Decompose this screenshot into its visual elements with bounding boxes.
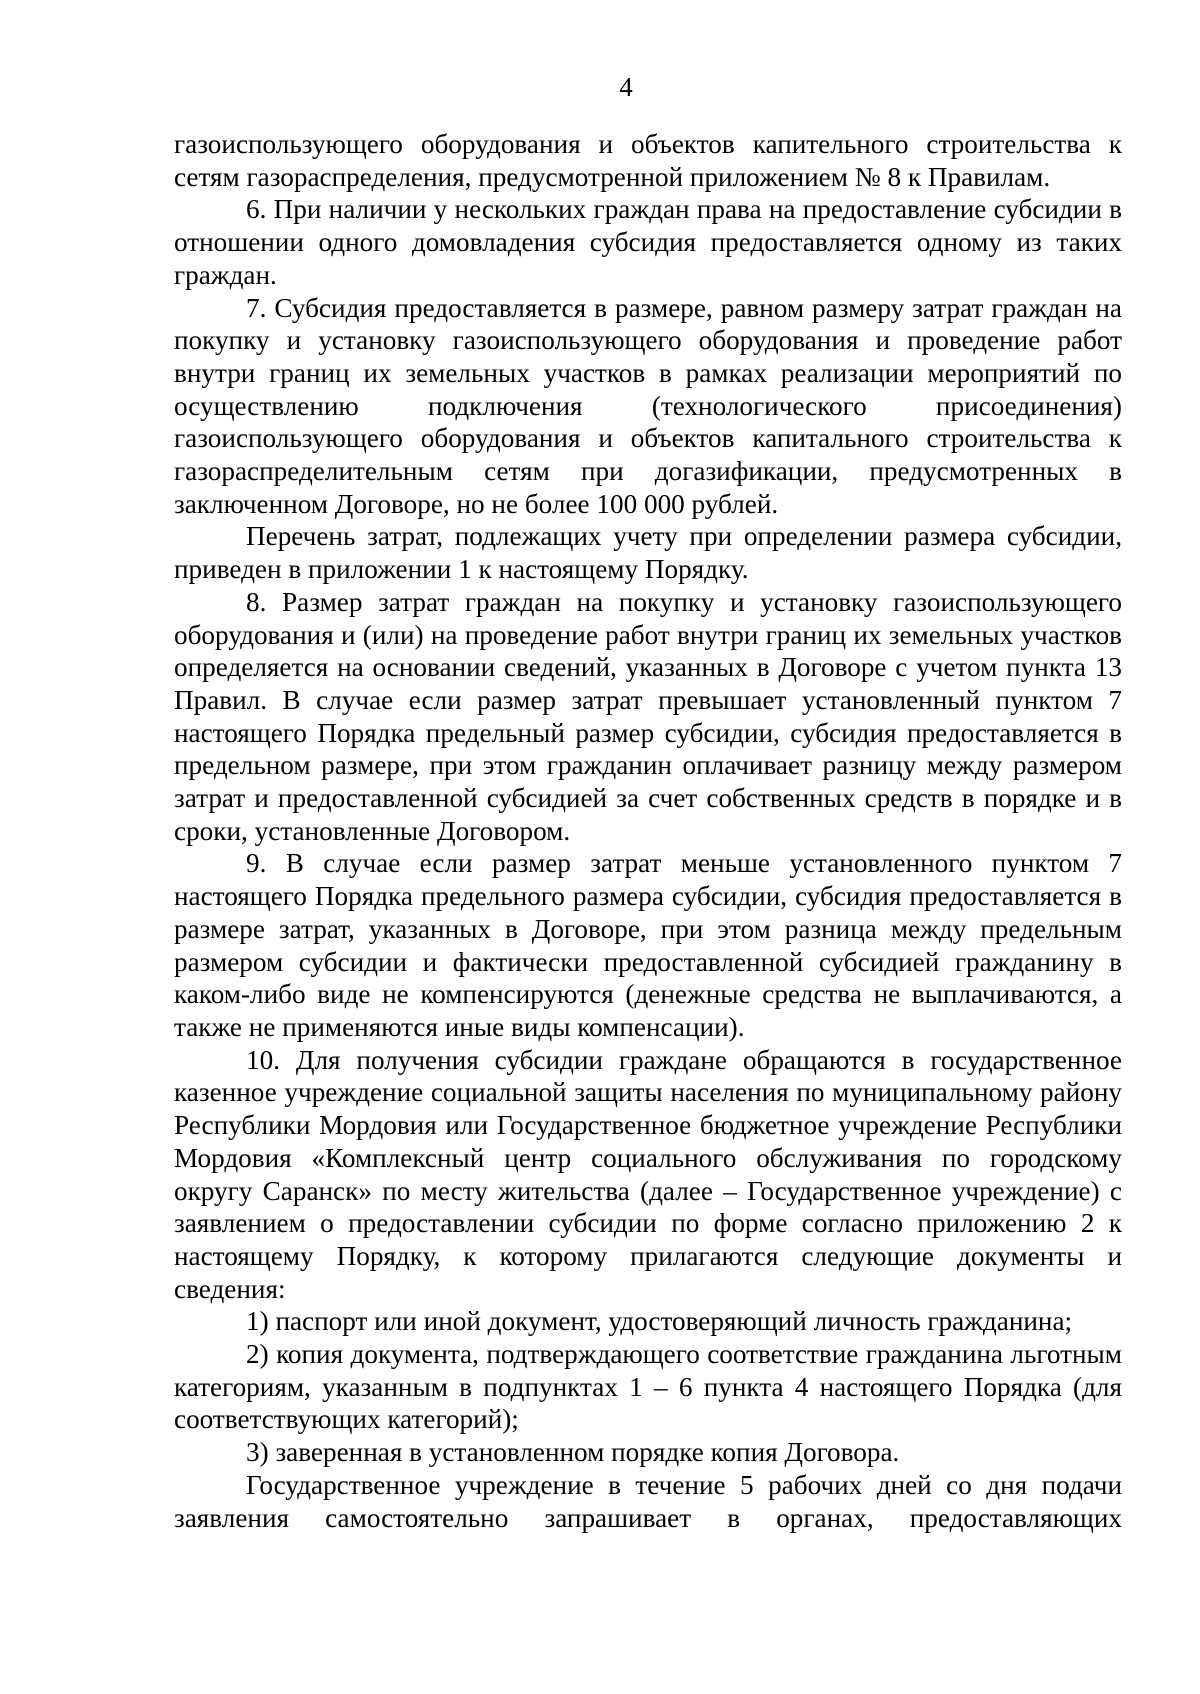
paragraph-continuation: газоиспользующего оборудования и объектов капительного строительства к сетям газораспределения, предусмотренной приложением № 8 к Правилам.: [174, 129, 1122, 192]
list-item-3: 3) заверенная в установленном порядке копия Договора.: [246, 1437, 900, 1468]
list-item-2: 2) копия документа, подтверждающего соответствие гражданина льготным категориям, указанным в подпунктах 1 – 6 пункта 4 настоящего Порядка (для соответствующих категорий);: [174, 1339, 1122, 1435]
paragraph-item-9: 9. В случае если размер затрат меньше установленного пунктом 7 настоящего Порядка предельного размера субсидии, субсидия предоставляется в размере затрат, указанных в Договоре, при этом разница между предельным размером субсидии и фактически предоставленной субсидией гражданину в каком-либо виде не компенсируются (денежные средства не выплачиваются, а также не применяются иные виды компенсации).: [174, 848, 1122, 1042]
paragraph-item-10: 10. Для получения субсидии граждане обращаются в государственное казенное учреждение социальной защиты населения по муниципальному району Республики Мордовия или Государственное бюджетное учреждение Республики Мордовия «Комплексный центр социального обслуживания по городскому округу Саранск» по месту жительства (далее – Государственное учреждение) с заявлением о предоставлении субсидии по форме согласно приложению 2 к настоящему Порядку, к которому прилагаются следующие документы и сведения:: [174, 1044, 1122, 1304]
document-body: [174, 128, 1122, 1534]
paragraph-state-institution: Государственное учреждение в течение 5 рабочих дней со дня подачи заявления самостоятельно запрашивает в органах, предоставляющих: [174, 1469, 1122, 1533]
paragraph-item-7: 7. Субсидия предоставляется в размере, равном размеру затрат граждан на покупку и установку газоиспользующего оборудования и проведение работ внутри границ их земельных участков в рамках реализации мероприятий по осуществлению подключения (технологического присоединения) газоиспользующего оборудования и объектов капитального строительства к газораспределительным сетям при догазификации, предусмотренных в заключенном Договоре, но не более 100 000 рублей.: [174, 292, 1122, 519]
page-number: 4: [619, 72, 633, 102]
paragraph-item-6: 6. При наличии у нескольких граждан права на предоставление субсидии в отношении одного домовладения субсидия предоставляется одному из таких граждан.: [174, 194, 1122, 290]
paragraph-item-8: 8. Размер затрат граждан на покупку и установку газоиспользующего оборудования и (или) на проведение работ внутри границ их земельных участков определяется на основании сведений, указанных в Договоре с учетом пункта 13 Правил. В случае если размер затрат превышает установленный пунктом 7 настоящего Порядка предельный размер субсидии, субсидия предоставляется в предельном размере, при этом гражданин оплачивает разницу между размером затрат и предоставленной субсидией за счет собственных средств в порядке и в сроки, установленные Договором.: [174, 586, 1122, 846]
paragraph-cost-list: Перечень затрат, подлежащих учету при определении размера субсидии, приведен в приложении 1 к настоящему Порядку.: [174, 521, 1122, 585]
list-item-1: 1) паспорт или иной документ, удостоверяющий личность гражданина;: [246, 1306, 1073, 1337]
